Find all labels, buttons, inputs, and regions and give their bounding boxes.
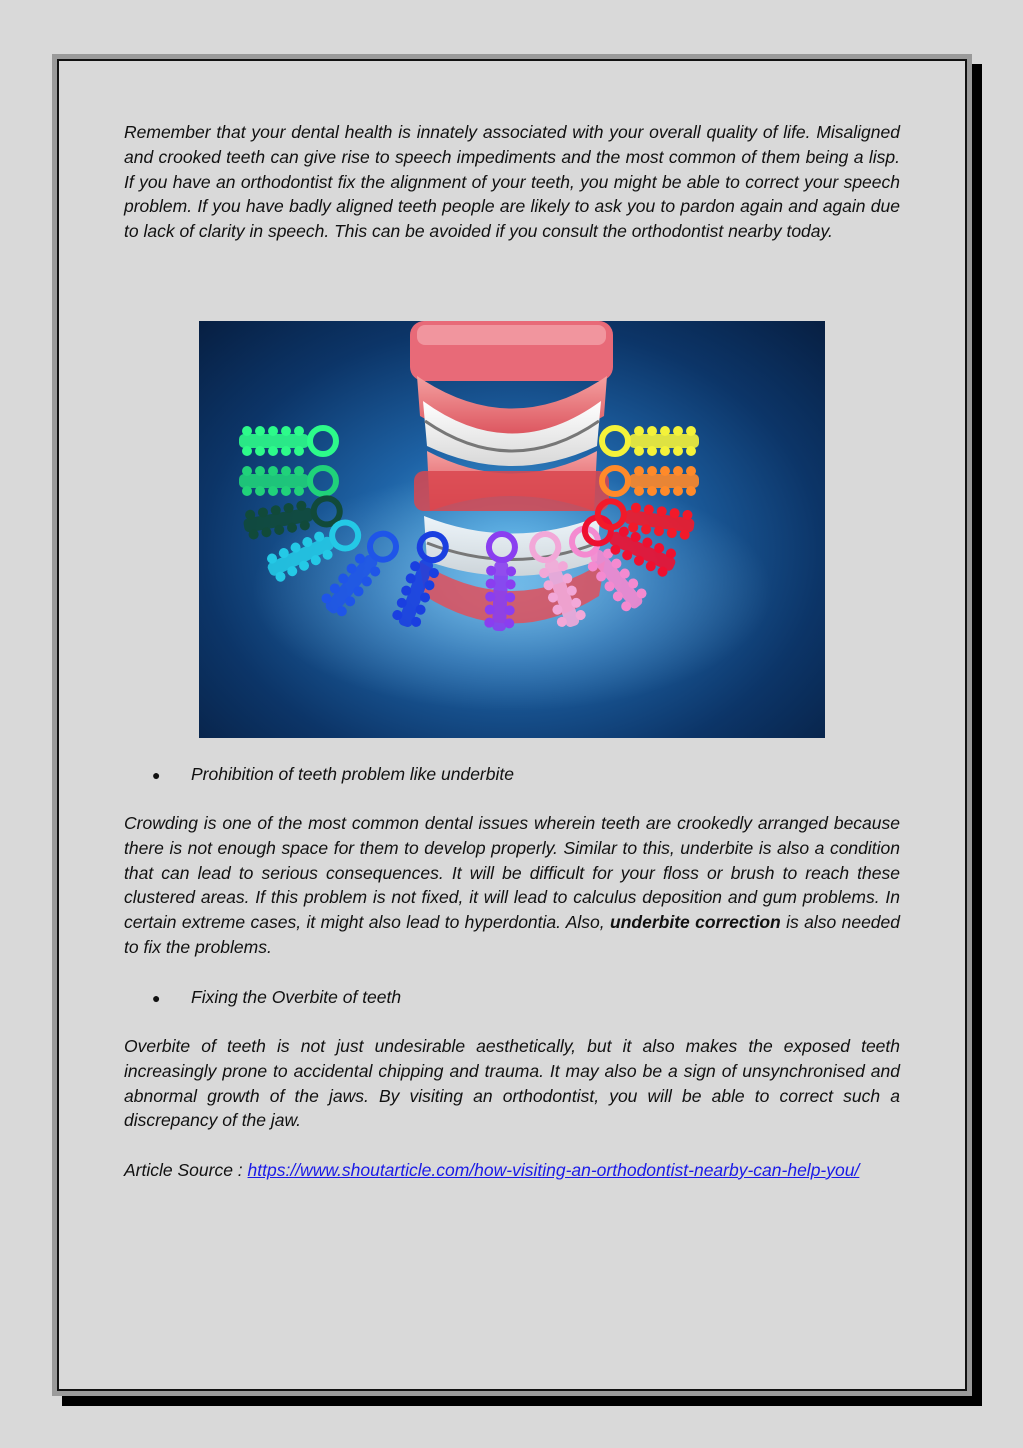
braces-photo — [199, 321, 825, 738]
elastic-ring-strip — [602, 466, 699, 496]
overbite-paragraph: Overbite of teeth is not just undesirable aesthetically, but it also makes the exposed teeth increasingly prone to accidental chipping and trauma. It may also be a sign of unsynchronised and abnormal growth of the jaws. By visiting an orthodontist, you will be able to correct such a discrepancy of the jaw. — [124, 1036, 900, 1131]
bullet-symbol: ● — [152, 767, 161, 783]
bullet-symbol: ● — [152, 990, 161, 1006]
crowding-text-2: is also needed to fix the problems. — [124, 912, 900, 957]
article-source-label: Article Source : — [124, 1160, 248, 1180]
intro-paragraph: Remember that your dental health is innately associated with your overall quality of life. Misaligned and crooked teeth can give rise to speech impediments and the most common of them being a lisp. If you have an orthodontist fix the alignment of your teeth, you might be able to correct your speech problem. If you have badly aligned teeth people are likely to ask you to pardon again and again due to lack of clarity in speech. This can be avoided if you consult the orthodontist nearby today. — [124, 122, 900, 242]
bullet-overbite — [152, 985, 401, 1011]
elastic-ring-strip — [239, 466, 336, 496]
braces-illustration — [199, 321, 825, 738]
bullet-overbite-text: Fixing the Overbite of teeth — [191, 987, 402, 1007]
crowding-text-1: Crowding is one of the most common dental issues wherein teeth are crookedly arranged because there is not enough space for them to develop properly. Similar to this, underbite is also a condition that can lead to serious consequences. It will be difficult for your floss or brush to reach these clustered areas. If this problem is not fixed, it will lead to calculus deposition and gum problems. In certain extreme cases, it might also lead to hyperdontia. Also, — [124, 813, 900, 933]
elastic-ring-strip — [602, 426, 699, 456]
underbite-correction-bold: underbite correction — [610, 912, 781, 933]
article-source — [124, 1158, 900, 1183]
bullet-underbite — [152, 762, 514, 788]
article-source-link[interactable]: https://www.shoutarticle.com/how-visiting-an-orthodontist-nearby-can-help-you/ — [247, 1160, 860, 1180]
bullet-underbite-text: Prohibition of teeth problem like underbite — [191, 764, 514, 784]
crowding-paragraph — [124, 811, 900, 960]
elastic-ring-strip — [239, 426, 336, 456]
